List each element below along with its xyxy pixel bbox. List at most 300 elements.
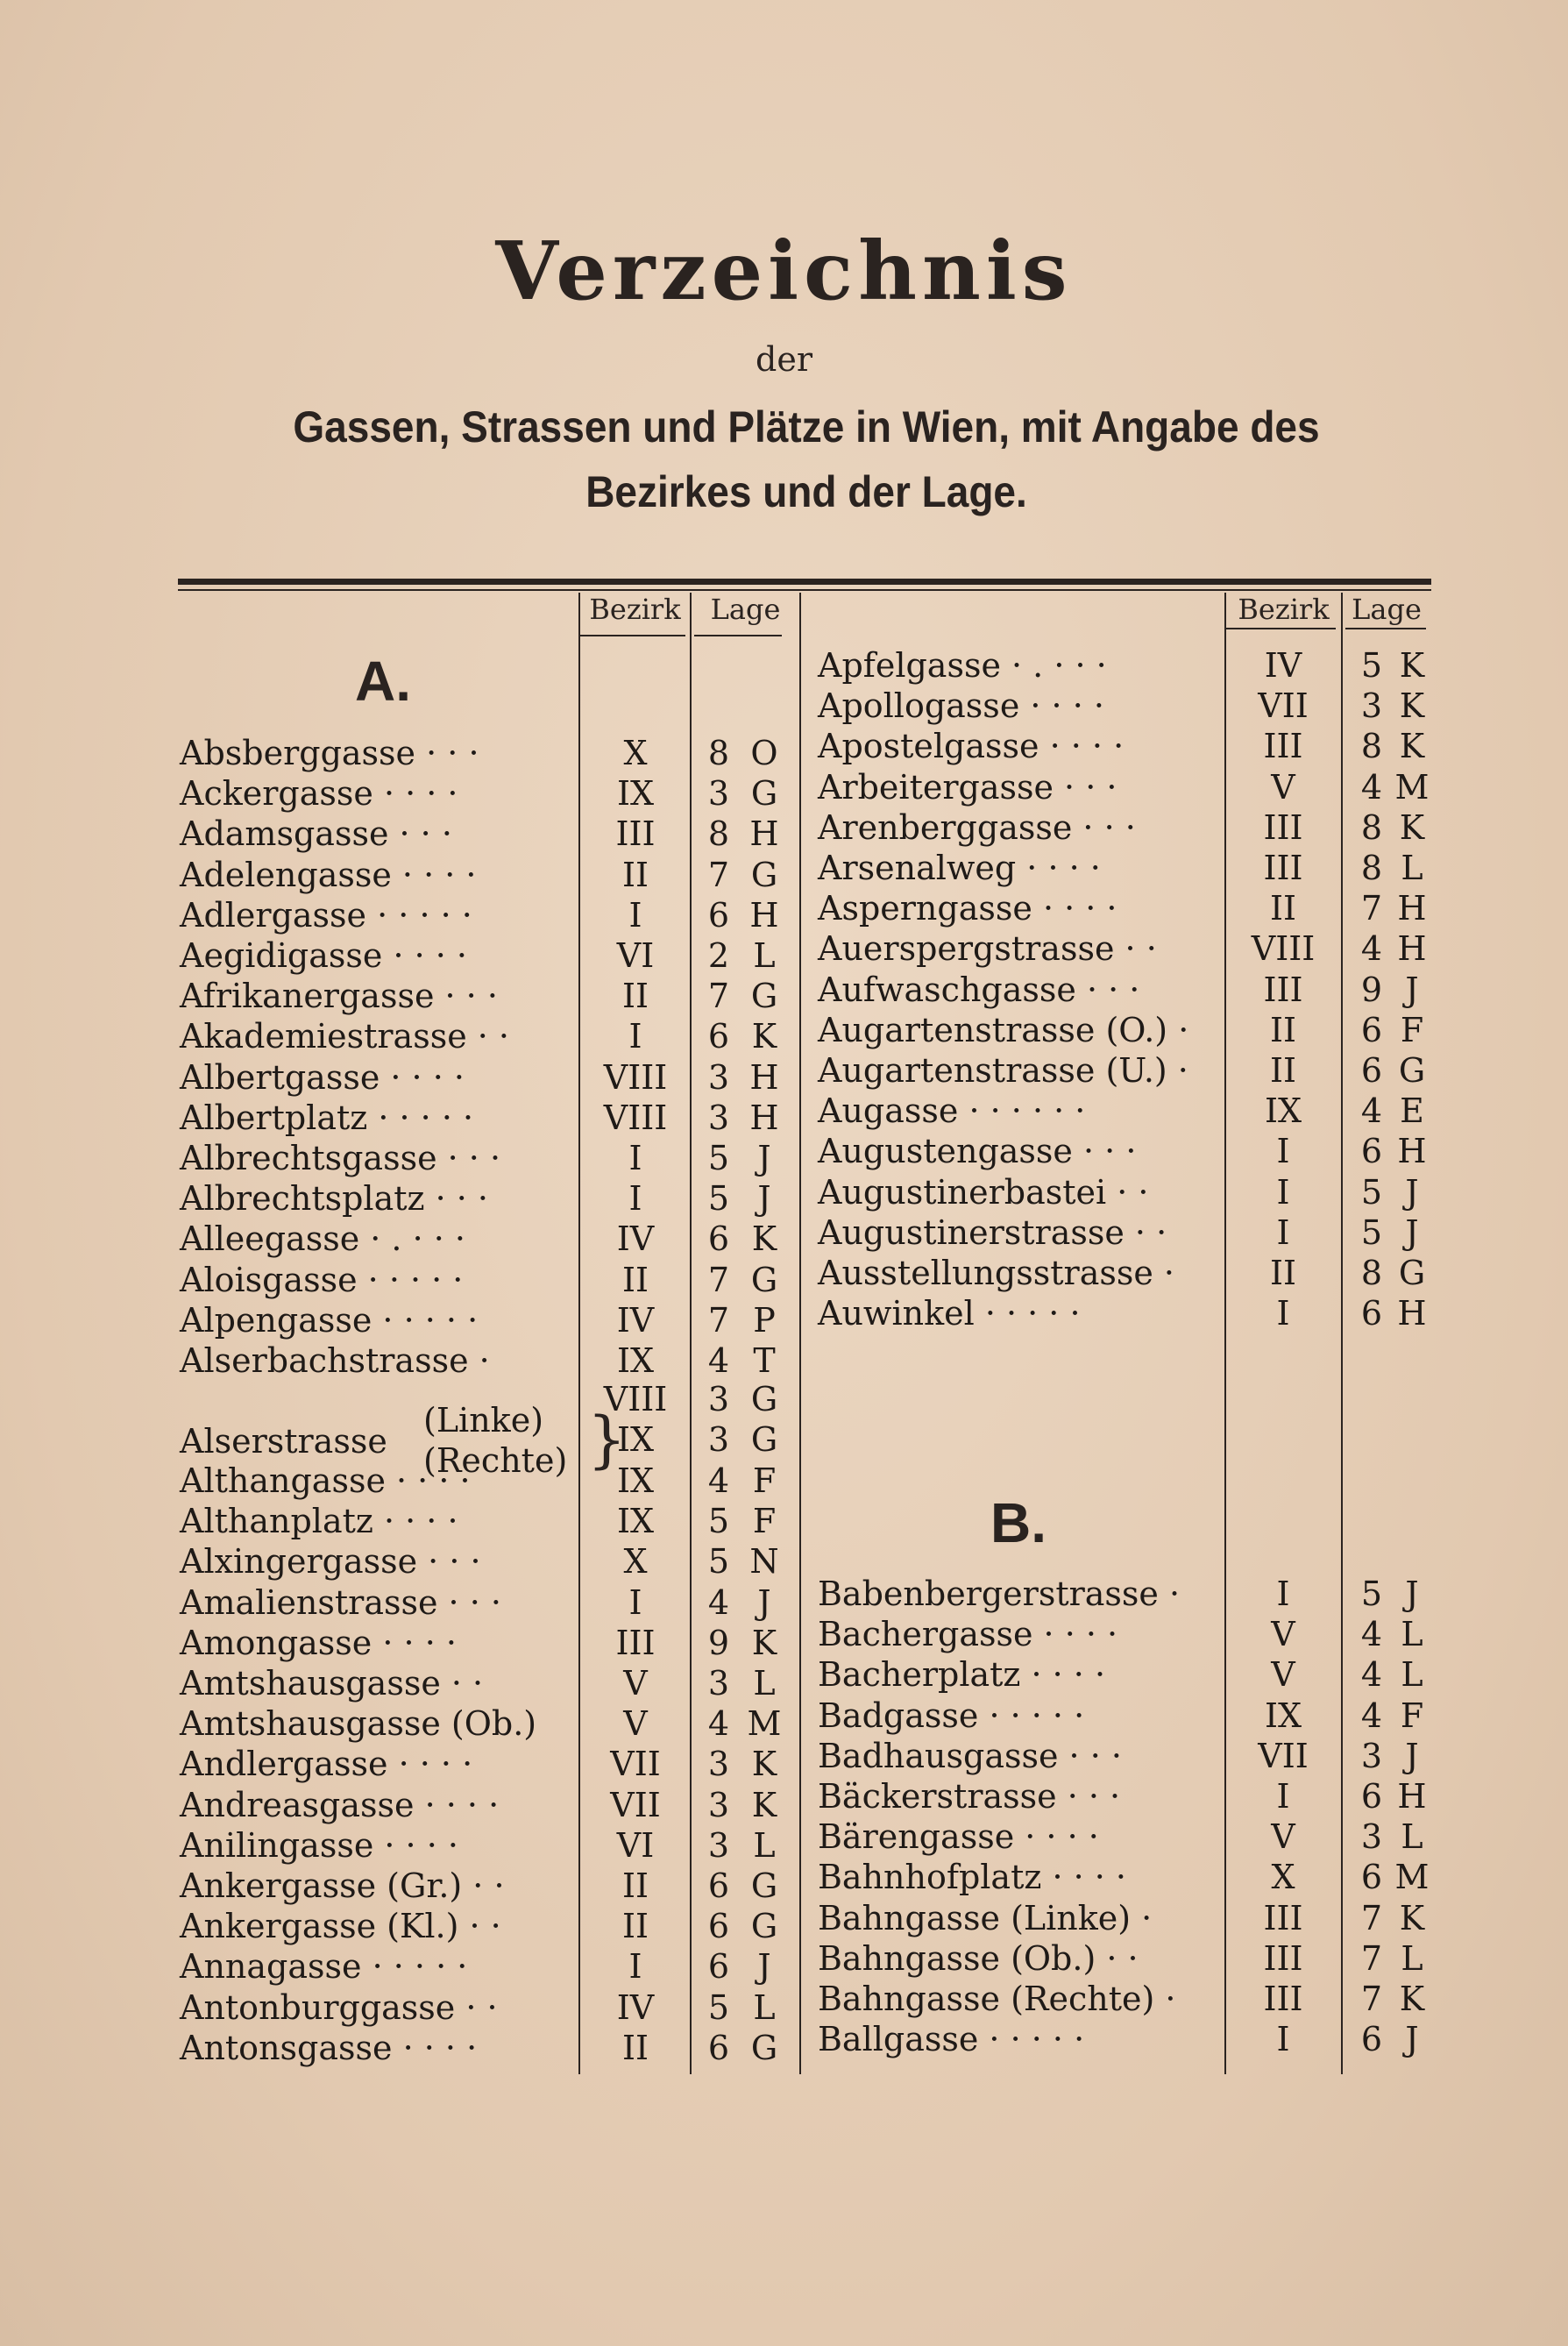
left-entry-row [180,814,798,854]
right-entry-row [818,726,1431,766]
lage-number: 5 [707,1139,730,1177]
left-entry-row [180,976,798,1016]
right-entry-row [818,1293,1431,1333]
lage-letter: H [749,814,779,854]
lage-letter: L [753,1987,776,2027]
lage-number: 8 [1360,727,1383,766]
right-entry-row [818,970,1431,1010]
lage-letter: J [1405,1212,1419,1252]
street-name: Ankergasse (Kl.) · · [180,1907,501,1946]
left-bezirk-header: Bezirk [589,593,681,626]
lage-letter: L [1401,1817,1423,1857]
street-name: Alxingergasse · · · [180,1542,481,1582]
street-name: Augartenstrasse (U.) · [818,1051,1188,1090]
right-entry-row [818,1857,1431,1897]
street-name: Alleegasse · . · · · [180,1219,465,1259]
left-entry-row [180,2028,798,2068]
lage-letter: G [750,2028,778,2067]
street-name: Akademiestrasse · · [180,1017,510,1056]
bezirk-value: I [1276,1777,1290,1816]
bezirk-value: II [1269,889,1297,928]
left-entry-row [180,1946,798,1987]
lage-letter: M [747,1704,782,1744]
left-entry-row [180,773,798,814]
lage-number: 4 [1360,1615,1383,1654]
street-name: Bahngasse (Linke) · [818,1898,1153,1937]
lage-letter: G [1398,1254,1426,1292]
bezirk-value: I [1276,2020,1290,2059]
lage-number: 8 [707,734,730,772]
lage-number: 7 [707,1300,730,1340]
bezirk-value: III [615,814,656,854]
right-entry-row [818,1574,1431,1614]
street-name: Badgasse · · · · · [818,1696,1085,1735]
left-entry-row [180,855,798,895]
lage-number: 3 [707,774,730,814]
lage-letter: F [752,1461,777,1500]
left-entry-row [180,1178,798,1219]
left-entry-row [180,1987,798,2028]
street-name: Amtshausgasse · · [180,1664,484,1703]
bezirk-value: II [1269,1010,1297,1049]
bezirk-value: I [628,1947,642,1987]
bezirk-value: I [628,1139,642,1177]
right-header-underline-2 [1345,628,1426,629]
lage-number: 5 [1360,1212,1383,1252]
right-lage-header: Lage [1352,593,1422,626]
lage-number: 4 [1360,1655,1383,1695]
lage-number: 3 [707,1057,730,1097]
left-entry-row [180,1098,798,1138]
lage-number: 3 [707,1098,730,1137]
bezirk-value: II [1269,1254,1297,1292]
bezirk-value: VIII [1251,929,1316,969]
street-name: Amongasse · · · · [180,1623,457,1662]
lage-number: 6 [1360,1777,1383,1816]
lage-number: 3 [1360,1736,1383,1775]
street-name: Auerspergstrasse · · [818,929,1157,969]
bezirk-value: IX [616,774,655,814]
lage-letter: K [1399,727,1425,766]
right-entry-row [818,1212,1431,1253]
lage-letter: K [751,1745,777,1784]
bezirk-value: IX [1264,1696,1302,1735]
left-entry-row [180,1663,798,1703]
lage-number: 8 [1360,1254,1383,1292]
lage-number: 6 [1360,1051,1383,1090]
lage-number: 7 [1360,1980,1383,2018]
bezirk-value: V [1271,1615,1295,1654]
bezirk-value: V [623,1704,648,1744]
bezirk-value: VIII [603,1057,668,1097]
left-entry-row [180,1219,798,1259]
right-entry-row [818,645,1431,686]
right-entry-row [818,1172,1431,1212]
lage-letter: M [1394,767,1430,807]
lage-number: 7 [1360,1938,1383,1978]
lage-letter: K [1399,646,1425,685]
lage-number: 6 [1360,1294,1383,1333]
street-name: Albertgasse · · · · [180,1057,465,1097]
lage-letter: O [750,734,778,772]
lage-letter: P [753,1300,776,1340]
right-entry-row [818,1816,1431,1857]
street-name: Antonsgasse · · · · [180,2028,478,2067]
right-entry-row [818,1938,1431,1979]
bezirk-value: VII [610,1745,661,1784]
street-name: Bärengasse · · · · [818,1817,1099,1857]
bezirk-value: V [1271,1817,1295,1857]
bezirk-value: IV [1264,646,1302,685]
lage-number: 8 [1360,849,1383,887]
right-entry-row [818,888,1431,928]
street-name: Andreasgasse · · · · [180,1785,500,1824]
street-name: Ankergasse (Gr.) · · [180,1866,505,1905]
lage-number: 3 [707,1785,730,1824]
lage-letter: J [757,1139,771,1177]
lage-number: 7 [707,855,730,894]
lage-letter: J [757,1582,771,1622]
alserstrasse-linke: (Linke) [423,1401,544,1440]
lage-number: 6 [707,1219,730,1259]
street-name: Albrechtsplatz · · · [180,1179,489,1219]
left-entry-row [180,1825,798,1866]
lage-letter: K [751,1017,777,1056]
left-entry-row [180,1300,798,1340]
street-name: Aloisgasse · · · · · [180,1260,464,1299]
lage-letter: L [753,936,776,975]
lage-letter: J [1405,1736,1419,1775]
street-name: Andlergasse · · · · [180,1745,473,1784]
lage-letter: G [1398,1051,1426,1090]
street-name: Augartenstrasse (O.) · [818,1010,1189,1049]
right-entry-row [818,686,1431,726]
lage-number: 7 [707,977,730,1016]
lage-number: 3 [1360,686,1383,726]
lage-letter: G [750,1420,778,1460]
bezirk-value: VII [610,1785,661,1824]
lage-number: 8 [707,814,730,854]
bezirk-value: II [1269,1051,1297,1090]
bezirk-value: I [1276,1294,1290,1333]
bezirk-value: II [621,1866,649,1905]
lage-letter: L [753,1825,776,1865]
bezirk-value: IX [1264,1091,1302,1131]
lage-letter: G [750,1380,778,1418]
bezirk-value: I [1276,1575,1290,1613]
bezirk-value: IV [616,1987,655,2027]
lage-letter: H [1397,929,1427,969]
lage-letter: K [1399,807,1425,847]
section-letter-a: A. [355,650,411,713]
lage-letter: K [751,1785,777,1824]
bezirk-value: III [1263,849,1303,887]
right-header-underline [1226,628,1336,629]
subtitle-line-2: Bezirkes und der Lage. [585,467,1027,516]
lage-letter: G [750,855,778,894]
lage-letter: H [749,1057,779,1097]
bezirk-value: III [1263,727,1303,766]
right-entry-row [818,1091,1431,1131]
right-entry-row [818,848,1431,888]
street-name: Anilingasse · · · · [180,1825,458,1865]
lage-number: 6 [1360,1858,1383,1897]
lage-letter: L [1401,1938,1423,1978]
street-name: Absberggasse · · · [180,734,479,772]
lage-letter: F [1400,1010,1424,1049]
left-entry-row [180,1744,798,1784]
lage-number: 4 [707,1704,730,1744]
lage-number: 6 [707,895,730,935]
street-name: Adlergasse · · · · · [180,895,472,935]
bezirk-value: II [621,977,649,1016]
right-entry-row [818,1898,1431,1938]
alserstrasse-brace-icon: } [587,1404,627,1475]
street-name: Aufwaschgasse · · · [818,970,1140,1009]
lage-number: 4 [707,1582,730,1622]
lage-number: 5 [707,1542,730,1582]
lage-number: 7 [1360,889,1383,928]
middle-divider-line [799,593,801,2074]
lage-number: 2 [707,936,730,975]
bezirk-value: V [1271,1655,1295,1695]
lage-letter: H [749,895,779,935]
lage-number: 7 [1360,1898,1383,1937]
top-rule-thick [178,579,1431,585]
lage-number: 3 [1360,1817,1383,1857]
bezirk-value: III [1263,1898,1303,1937]
right-entry-row [818,1131,1431,1171]
bezirk-value: II [621,1907,649,1946]
lage-letter: K [751,1219,777,1259]
lage-number: 9 [1360,970,1383,1009]
lage-letter: H [1397,1777,1427,1816]
lage-number: 6 [1360,1010,1383,1049]
right-entry-row [818,1776,1431,1816]
street-name: Amalienstrasse · · · [180,1582,501,1622]
bezirk-value: VII [1258,1736,1309,1775]
right-entry-row [818,928,1431,969]
lage-number: 8 [1360,807,1383,847]
lage-number: 3 [707,1664,730,1703]
lage-number: 3 [707,1420,730,1460]
lage-number: 4 [707,1341,730,1380]
lage-letter: H [1397,889,1427,928]
lage-letter: G [750,1907,778,1946]
lage-letter: H [1397,1294,1427,1333]
bezirk-value: V [623,1664,648,1703]
lage-letter: F [752,1502,777,1541]
lage-letter: N [749,1542,779,1582]
right-entry-row [818,1654,1431,1695]
lage-number: 6 [707,2028,730,2067]
street-name: Bahngasse (Rechte) · [818,1980,1176,2018]
lage-number: 6 [707,1947,730,1987]
bezirk-value: III [1263,970,1303,1009]
lage-number: 5 [1360,1172,1383,1212]
street-name: Arsenalweg · · · · [818,849,1101,887]
lage-number: 5 [707,1179,730,1219]
right-entry-row [818,1614,1431,1654]
lage-number: 6 [707,1907,730,1946]
left-entry-row [180,1340,798,1381]
bezirk-value: VI [616,1825,655,1865]
lage-number: 6 [1360,2020,1383,2059]
lage-letter: M [1394,1858,1430,1897]
street-name: Adelengasse · · · · [180,855,477,894]
lage-number: 9 [707,1623,730,1662]
lage-letter: J [757,1179,771,1219]
left-entry-row [180,895,798,935]
street-name: Augustinerbastei · · [818,1172,1149,1212]
lage-letter: E [1400,1091,1424,1131]
street-name: Albrechtsgasse · · · [180,1139,501,1177]
bezirk-value: IV [616,1300,655,1340]
lage-number: 3 [707,1825,730,1865]
bezirk-value: III [1263,1938,1303,1978]
bezirk-value: III [1263,1980,1303,2018]
lage-letter: K [1399,1980,1425,2018]
lage-letter: G [750,1260,778,1299]
bezirk-value: I [628,1017,642,1056]
street-name: Augustengasse · · · [818,1132,1137,1171]
street-name: Aegidigasse · · · · [180,936,467,975]
bezirk-value: X [1271,1858,1295,1897]
street-name: Augasse · · · · · · [818,1091,1086,1131]
lage-letter: G [750,1866,778,1905]
street-name: Apfelgasse · . · · · [818,646,1107,685]
lage-number: 3 [707,1745,730,1784]
lage-number: 5 [1360,1575,1383,1613]
street-name: Alpengasse · · · · · [180,1300,479,1340]
lage-letter: K [751,1623,777,1662]
lage-number: 5 [1360,646,1383,685]
lage-letter: K [1399,686,1425,726]
street-name: Ballgasse · · · · · [818,2020,1085,2059]
lage-letter: J [1405,1172,1419,1212]
street-name: Ausstellungsstrasse · [818,1254,1174,1292]
street-name: Babenbergerstrasse · [818,1575,1181,1613]
left-entry-row [180,1582,798,1623]
bezirk-value: VI [616,936,655,975]
lage-letter: J [1405,1575,1419,1613]
right-bezirk-header: Bezirk [1238,593,1330,626]
lage-letter: L [1401,849,1423,887]
left-entry-row [180,1541,798,1582]
bezirk-value: III [615,1623,656,1662]
lage-letter: T [753,1341,776,1380]
bezirk-value: II [621,855,649,894]
street-name: Arbeitergasse · · · [818,767,1117,807]
bezirk-value: IX [616,1461,655,1500]
bezirk-value: IX [616,1502,655,1541]
street-name: Bäckerstrasse · · · [818,1777,1121,1816]
bezirk-value: I [628,1582,642,1622]
subtitle-der: der [756,340,812,379]
alserstrasse-row [180,1400,793,1481]
lage-letter: G [750,977,778,1016]
left-header-underline-2 [694,635,782,636]
lage-letter: K [1399,1898,1425,1937]
street-name: Auwinkel · · · · · [818,1294,1081,1333]
lage-letter: H [749,1098,779,1137]
bezirk-value: X [623,1542,648,1582]
bezirk-value: IV [616,1219,655,1259]
bezirk-value: VIII [603,1380,668,1418]
right-entry-row [818,1696,1431,1736]
street-name: Bahngasse (Ob.) · · [818,1938,1139,1978]
right-entry-row [818,767,1431,807]
street-name: Bachergasse · · · · [818,1615,1118,1654]
left-entry-row [180,1501,798,1541]
lage-letter: J [1405,2020,1419,2059]
left-entry-row [180,1138,798,1178]
bezirk-value: I [1276,1132,1290,1171]
lage-letter: G [750,774,778,814]
alserstrasse-name: Alserstrasse [180,1422,387,1461]
lage-number: 3 [707,1380,730,1418]
bezirk-value: I [628,1179,642,1219]
top-rule-thin [178,589,1431,591]
lage-number: 4 [1360,767,1383,807]
street-name: Amtshausgasse (Ob.) [180,1704,537,1744]
section-letter-b: B. [990,1491,1047,1554]
bezirk-value: II [621,2028,649,2067]
lage-number: 7 [707,1260,730,1299]
street-name: Ackergasse · · · · [180,774,458,814]
left-entry-row [180,733,798,773]
left-entry-row [180,1906,798,1946]
bezirk-value: VIII [603,1098,668,1137]
lage-letter: J [1405,970,1419,1009]
bezirk-value: I [628,895,642,935]
lage-number: 5 [707,1502,730,1541]
bezirk-value: I [1276,1212,1290,1252]
lage-number: 6 [707,1017,730,1056]
street-name: Bahnhofplatz · · · · [818,1858,1127,1897]
alserstrasse-rechte: (Rechte) [423,1441,568,1480]
bezirk-value: II [621,1260,649,1299]
street-name: Apollogasse · · · · [818,686,1104,726]
right-entry-row [818,1010,1431,1050]
street-name: Althangasse · · · · [180,1461,471,1500]
street-name: Adamsgasse · · · [180,814,452,854]
street-name: Afrikanergasse · · · [180,977,498,1016]
street-name: Antonburggasse · · [180,1987,498,2027]
left-entry-row [180,1260,798,1300]
lage-number: 5 [707,1987,730,2027]
street-name: Asperngasse · · · · [818,889,1117,928]
left-entry-row [180,1057,798,1098]
left-header-underline [580,635,685,636]
right-entry-row [818,1736,1431,1776]
left-entry-row [180,935,798,976]
lage-number: 4 [1360,929,1383,969]
lage-letter: L [1401,1655,1423,1695]
left-entry-row [180,1785,798,1825]
bezirk-value: IX [616,1420,655,1460]
street-name: Badhausgasse · · · [818,1736,1122,1775]
bezirk-value: III [1263,807,1303,847]
lage-letter: L [753,1664,776,1703]
bezirk-value: VII [1258,686,1309,726]
bezirk-value: V [1271,767,1295,807]
street-name: Augustinerstrasse · · [818,1212,1167,1252]
left-entry-row [180,1866,798,1906]
lage-letter: L [1401,1615,1423,1654]
street-name: Arenberggasse · · · [818,807,1136,847]
bezirk-value: X [623,734,648,772]
